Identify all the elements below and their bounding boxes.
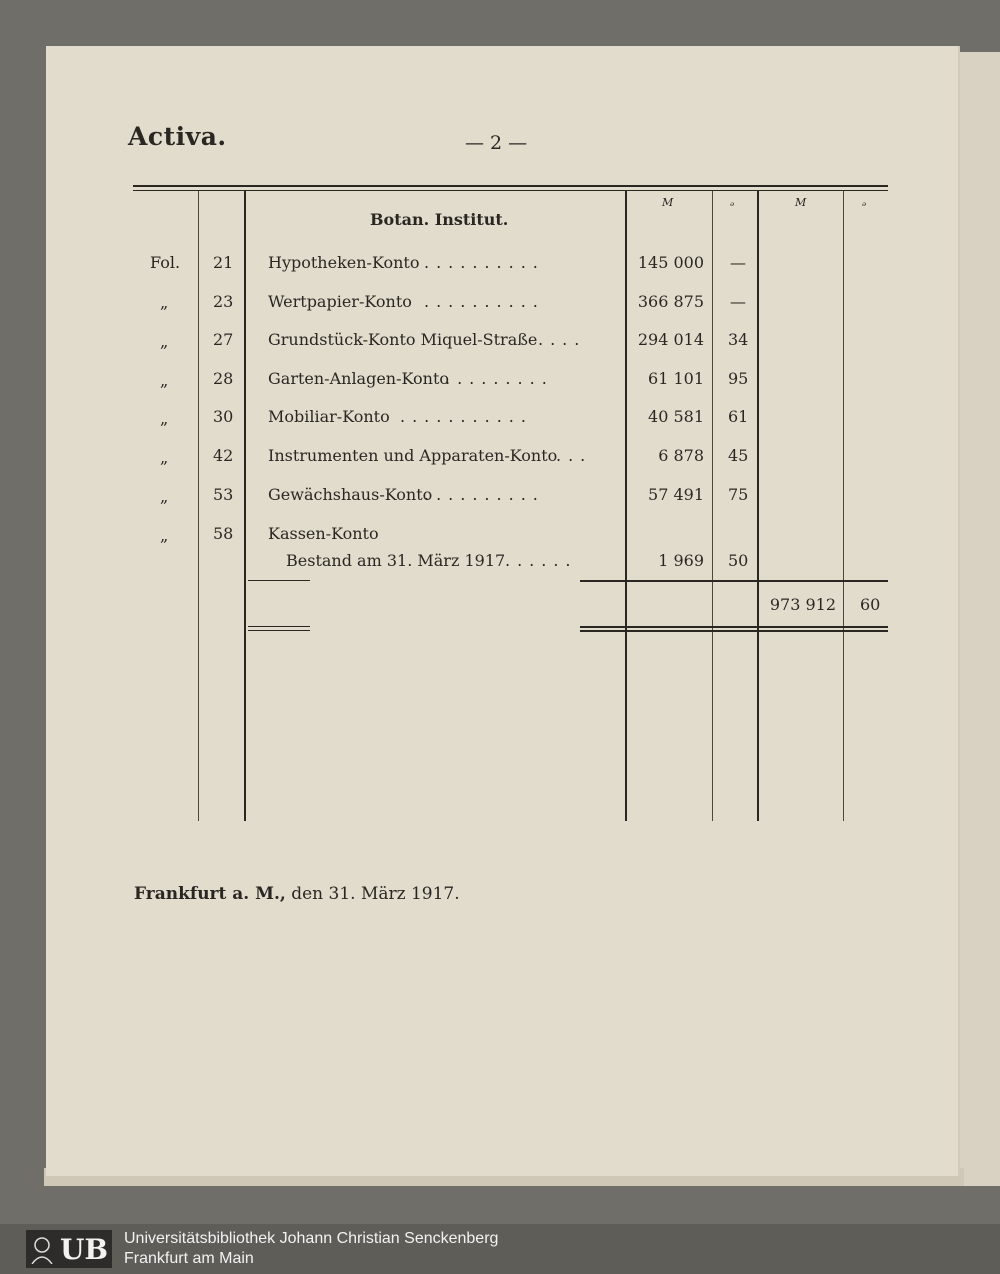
pf-value: 50 <box>728 551 749 570</box>
unit-mark-2: M <box>795 196 807 209</box>
table-top-rule-2 <box>133 190 888 191</box>
library-logo <box>26 1230 112 1268</box>
total-double-rule <box>580 626 888 628</box>
leader-dots: ...... <box>505 551 578 570</box>
leader-dots: ... <box>556 446 593 465</box>
fol-number: 21 <box>213 253 234 272</box>
leader-dots: .......... <box>424 253 545 272</box>
left-double-rule <box>248 630 310 631</box>
account-label: Mobiliar-Konto <box>268 407 390 426</box>
fol-number: 27 <box>213 330 234 349</box>
logo-text: UB <box>60 1233 109 1266</box>
fol-number: 23 <box>213 292 234 311</box>
leader-dots: .......... <box>424 292 545 311</box>
leader-dots: ........... <box>400 407 533 426</box>
unit-pf-1: ₔ <box>730 196 735 209</box>
account-label: Grundstück-Konto Miquel-Straße <box>268 330 538 349</box>
section-title: Botan. Institut. <box>370 210 509 229</box>
place-name: Frankfurt a. M., <box>134 884 286 904</box>
total-pf: 60 <box>860 595 881 614</box>
mark-value: 294 014 <box>637 330 704 349</box>
subtotal-rule-right <box>580 580 888 582</box>
col-divider-fol <box>198 191 199 821</box>
account-label: Garten-Anlagen-Konto <box>268 369 450 388</box>
fol-number: 42 <box>213 446 234 465</box>
subtotal-rule <box>248 580 310 581</box>
ditto-mark: „ <box>160 448 169 467</box>
account-label: Hypotheken-Konto <box>268 253 420 272</box>
col-divider-label <box>244 191 246 821</box>
pf-value: 45 <box>728 446 749 465</box>
pf-value: 61 <box>728 407 749 426</box>
next-page-edge <box>958 52 1000 1186</box>
left-double-rule <box>248 626 310 627</box>
fol-label: Fol. <box>150 253 181 272</box>
ditto-mark: „ <box>160 487 169 506</box>
mark-value: 40 581 <box>648 407 704 426</box>
ditto-mark: „ <box>160 526 169 545</box>
ditto-mark: „ <box>160 332 169 351</box>
col-divider-pf2 <box>843 191 844 821</box>
account-label: Instrumenten und Apparaten-Konto <box>268 446 558 465</box>
unit-mark-1: M <box>662 196 674 209</box>
account-label: Gewächshaus-Konto <box>268 485 433 504</box>
fol-number: 58 <box>213 524 234 543</box>
ditto-mark: „ <box>160 293 169 312</box>
account-label: Wertpapier-Konto <box>268 292 412 311</box>
pf-value: 95 <box>728 369 749 388</box>
fol-number: 28 <box>213 369 234 388</box>
mark-value: 61 101 <box>648 369 704 388</box>
unit-pf-2: ₔ <box>862 196 867 209</box>
col-divider-pf1 <box>712 191 713 821</box>
pf-value: — <box>730 253 746 272</box>
total-mark: 973 912 <box>769 595 836 614</box>
col-divider-mark1 <box>625 191 627 821</box>
pf-value: 34 <box>728 330 749 349</box>
mark-value: 145 000 <box>637 253 704 272</box>
total-double-rule <box>580 630 888 632</box>
pf-value: 75 <box>728 485 749 504</box>
pf-value: — <box>730 292 746 311</box>
library-city: Frankfurt am Main <box>124 1250 254 1267</box>
col-divider-mark2 <box>757 191 759 821</box>
ditto-mark: „ <box>160 371 169 390</box>
page-number: — 2 — <box>465 132 528 154</box>
mark-value: 57 491 <box>648 485 704 504</box>
library-name: Universitätsbibliothek Johann Christian Senckenberg <box>124 1230 499 1247</box>
leader-dots: ......... <box>445 369 554 388</box>
account-label: Kassen-Konto <box>268 524 379 543</box>
fol-number: 53 <box>213 485 234 504</box>
mark-value: 366 875 <box>637 292 704 311</box>
heading-activa: Activa. <box>128 122 227 151</box>
place-date <box>134 884 460 904</box>
portrait-icon <box>29 1234 55 1264</box>
mark-value: 1 969 <box>658 551 704 570</box>
leader-dots: .... <box>538 330 587 349</box>
fol-number: 30 <box>213 407 234 426</box>
ditto-mark: „ <box>160 409 169 428</box>
cash-label: Bestand am 31. März 1917 <box>286 551 506 570</box>
mark-value: 6 878 <box>658 446 704 465</box>
table-top-rule <box>133 185 888 187</box>
leader-dots: .......... <box>424 485 545 504</box>
date-text: den 31. März 1917. <box>291 884 460 904</box>
